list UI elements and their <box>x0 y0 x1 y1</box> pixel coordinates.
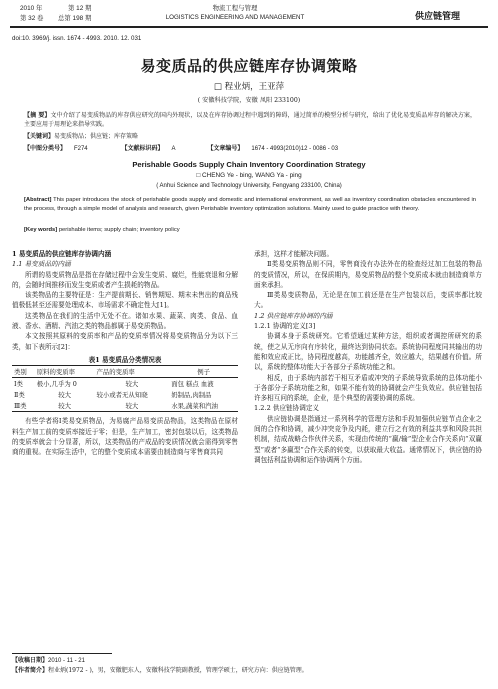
table-header-cell: 类别 <box>14 368 27 377</box>
table-cell: 较大 <box>58 402 71 411</box>
paper-title-en: Perishable Goods Supply Chain Inventory Coordination Strategy <box>132 160 366 169</box>
table-cell: 较大 <box>125 402 139 411</box>
table-row <box>12 400 238 412</box>
abstract-en-label: [Abstract] <box>24 197 52 203</box>
keywords-en <box>24 226 476 235</box>
class-value: F274 <box>73 146 88 152</box>
article-label: 【文章编号】 <box>207 145 244 152</box>
received-value: 2010 - 11 - 21 <box>48 658 85 664</box>
table-title: 表1 易变质品分类情况表 <box>88 355 162 364</box>
keywords-cn-text: 易变质物品；供应链；库存策略 <box>54 133 139 140</box>
table-header-cell: 例子 <box>197 368 210 377</box>
table-header-cell: 原料的变质率 <box>36 368 76 377</box>
paragraph: 供应链协调是指通过一系列科学的管理方法和手段加强供应链节点企业之间的合作和协调，减少冲突竞争及内耗，建立行之有效的利益共享和风险共担机制，结成战略合作伙伴关系，实现由传统的“赢/输”型企业合作关系向“双赢型”或者“多赢型”合作关系的转变，以获取最大收益。通常情况下，供应链的协调包括利益协调和运作协调两个方面。 <box>254 414 482 464</box>
keywords-en-text: perishable items; supply chain; inventory policy <box>58 227 180 233</box>
paragraph: 该类物品的主要特征是：生产提前期长、销售期短、期末未售出的商品残值极低甚至还需要处理成本、市场需求不确定性大[1]。 <box>12 291 238 310</box>
table-cell: 水果,蔬菜和汽油 <box>171 402 218 411</box>
doccode-label: 【文献标识码】 <box>121 145 164 152</box>
table-cell: Ⅰ类 <box>14 380 23 389</box>
month: 第 12 期 <box>68 5 92 12</box>
abstract-cn <box>24 111 476 129</box>
class-label: 【中图分类号】 <box>24 145 67 152</box>
table-row <box>12 389 238 400</box>
header-rule <box>10 26 488 28</box>
author-note-label: 【作者简介】 <box>12 667 49 674</box>
affiliation-en: ( Anhui Science and Technology University, Fengyang 233100, China) <box>156 183 342 189</box>
right-column <box>254 249 482 465</box>
table-row <box>12 378 238 390</box>
doi: doi:10. 3969/j. issn. 1674 - 4993. 2010. 12. 031 <box>12 35 142 42</box>
paragraph: 相反，由于系统内部若干相互矛盾或冲突的子系统导致系统的总体功能小于各部分子系统功能之和，如果不能有效的协调就会产生负效应。供应链包括许多相互问的系统，企业，是个典型的需要协调的系统。 <box>254 373 482 403</box>
table-cell: Ⅲ类 <box>14 402 27 411</box>
table-cell: 较小或者无从知晓 <box>96 391 148 400</box>
volume: 第 32 卷 <box>20 15 44 22</box>
paragraph: 有些学者将Ⅰ类易变质物品，为易腐产品易变质品物品，这类物品在原材料生产加工前的变质率接近于零；但是，生产加工，密封包装以后，这类物品的变质率就会十分显著，所以，这类物品的产成品的变质情况就会需得到零售商的重视。在实际生活中，它的整个变质成本需要由制造商与零售商共同 <box>12 417 238 457</box>
abstract-en <box>24 196 476 214</box>
table-cell: 较大 <box>125 380 139 389</box>
section-heading-1-2-2: 1.2.2 供应链协调定义 <box>254 404 320 413</box>
classification-table <box>12 365 238 412</box>
section-heading-1-2: 1.2 供应链库存协调的内涵 <box>254 311 333 320</box>
table-cell: Ⅱ类 <box>14 391 25 400</box>
article-value: 1674 - 4993(2010)12 - 0086 - 03 <box>251 146 339 152</box>
keywords-cn-label: 【关键词】 <box>24 133 55 140</box>
table-cell: 奶制品,肉制品 <box>171 391 212 400</box>
keywords-cn <box>24 132 476 141</box>
classification-line <box>24 144 476 154</box>
authors-cn: □ 程业炳，王亚萍 <box>213 82 285 92</box>
table-cell: 面包 糕点 血液 <box>171 380 214 389</box>
authors-en: □ CHENG Ye - bing, WANG Ya - ping <box>196 172 302 179</box>
section-heading-1-1: 1.1 易变质品的内涵 <box>12 260 71 269</box>
year: 2010 年 <box>20 5 43 12</box>
section-heading-1-2-1: 1.2.1 协调的定义[3] <box>254 322 316 331</box>
left-column <box>12 249 238 457</box>
doccode-value: A <box>171 146 176 152</box>
keywords-en-label: [Key words] <box>24 227 58 233</box>
table-cell: 较大 <box>58 391 71 400</box>
table-cell: 极小,几乎为 0 <box>36 380 77 389</box>
paragraph: 所谓的易变质物品是指在存储过程中会发生变质、腐烂，性能衰退和分解的，会随时间推移而发生变质或者产生损耗的物品。 <box>12 270 238 289</box>
paragraph: 承担，这样才能解决问题。 <box>254 250 334 258</box>
paragraph: 这类物品在我们的生活中无处不在。诸如水果、蔬菜、肉类、食品、血液、香水、酒精、汽油之类的物品都属于易变质物品。 <box>12 311 238 331</box>
table-header-row <box>12 366 238 378</box>
paper-title-cn: 易变质品的供应链库存协调策略 <box>140 57 358 75</box>
received-date <box>12 656 238 666</box>
section-label: 供应链管理 <box>415 11 461 21</box>
paragraph: Ⅱ类易变质物品则不同，零售商没有办法外在的检查经过加工包装的物品的变质情况，所以，在保质期内，易变质物品的整个变质成本就由制造商单方面来承担。 <box>254 260 482 289</box>
abstract-cn-text: 文中介绍了易变质物品的库存供应研究的国内外现状，以及在库存协调过程中遇到的障碍，通过简单的模型分析与研究，给出了优化易变质品库存的解决方案，主要应用于用理论来指导实践。 <box>24 112 476 129</box>
abstract-en-text: This paper introduces the stock of perishable goods supply and domestic and international environment, as well as inventory coordination obstacles encountered in the process, through a simple model of analysis and research, given Perishable inventory optimization solutions. Mainly used to guide practice with theory. <box>24 197 476 213</box>
author-note <box>12 666 312 675</box>
issue-total: 总第 198 期 <box>58 15 92 22</box>
journal-name-cn: 物流工程与管理 <box>212 4 258 12</box>
paragraph: Ⅲ类易变质物品，无论是在加工前还是在生产包装以后，变质率都比较大。 <box>254 291 482 310</box>
footnote-rule <box>12 653 112 654</box>
table-header-cell: 产品的变质率 <box>96 368 135 377</box>
author-note-text: 程业炳(1972 - )，男，安徽肥东人，安徽科技学院副教授，管理学硕士，研究方向：供应链管理。 <box>48 667 308 674</box>
abstract-cn-label: 【摘 要】 <box>24 112 51 119</box>
section-heading-1: 1 易变质品的供应链库存协调内涵 <box>12 250 112 258</box>
paragraph: 协调本身于系统研究。它希望通过某种方法，组织或者调控所研究的系统，使之从无序向有序转化，最终达到协同状态。系统协同程度同其输出的功能和效应成正比，协同程度越高，功能越齐全，效应越大，结果越有价值。所以，系统的整体功能大于各部分子系统功能之和。 <box>254 332 482 372</box>
journal-name-en: LOGISTICS ENGINEERING AND MANAGEMENT <box>165 14 305 21</box>
paragraph: 本文按照其原料的变质率和产品的变质率情况将易变质物品分为以下三类，如下表所示[2]： <box>12 332 238 351</box>
affiliation-cn: ( 安徽科技学院，安徽 凤阳 233100) <box>197 97 301 104</box>
received-label: 【收稿日期】 <box>12 657 49 664</box>
